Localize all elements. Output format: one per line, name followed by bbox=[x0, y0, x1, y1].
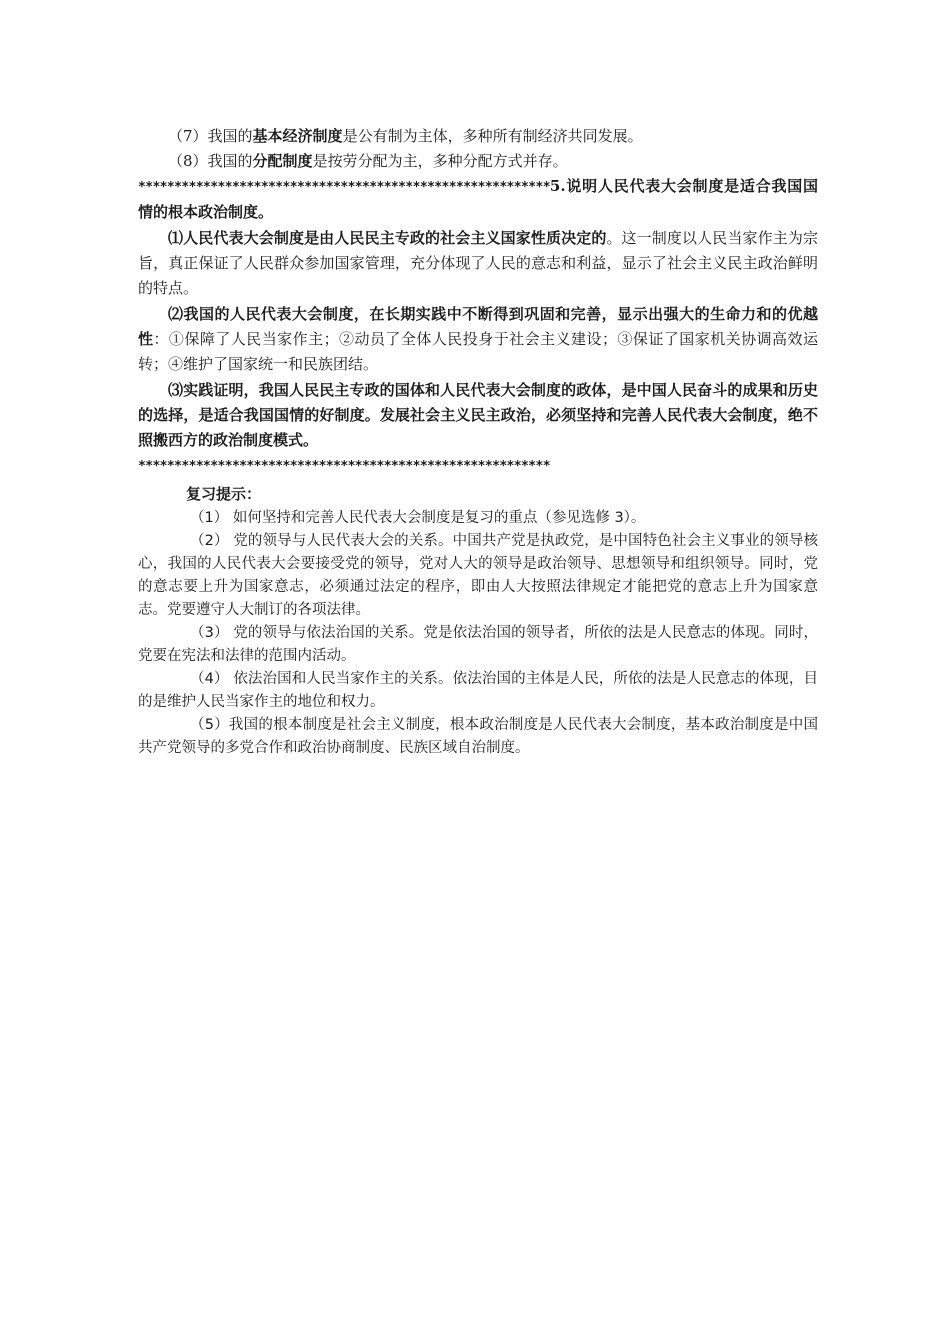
section-5-para-1 bbox=[138, 226, 818, 301]
para-2-body: ：①保障了人民当家作主；②动员了全体人民投身于社会主义建设；③保证了国家机关协调高效运转；④维护了国家统一和民族团结。 bbox=[138, 330, 818, 373]
divider-bottom-line bbox=[138, 453, 818, 479]
review-tip-1: （1） 如何坚持和完善人民代表大会制度是复习的重点（参见选修 3）。 bbox=[190, 510, 646, 526]
divider-top: ********************************************************* bbox=[138, 180, 550, 195]
document-page bbox=[138, 124, 818, 760]
review-title: 复习提示： bbox=[186, 485, 262, 503]
item-8 bbox=[138, 149, 818, 174]
review-tip-2: （2） 党的领导与人民代表大会的关系。中国共产党是执政党，是中国特色社会主义事业的领导核心，我国的人民代表大会要接受党的领导，党对人大的领导是政治领导、思想领导和组织领导。同时，党的意志要上升为国家意志，必须通过法定的程序，即由人大按照法律规定才能把党的意志上升为国家意志。党要遵守人大制订的各项法律。 bbox=[138, 533, 818, 618]
section-5-para-2 bbox=[138, 302, 818, 377]
review-tip-5: （5）我国的根本制度是社会主义制度，根本政治制度是人民代表大会制度，基本政治制度是中国共产党领导的多党合作和政治协商制度、民族区域自治制度。 bbox=[138, 717, 818, 756]
item-7-prefix: （7）我国的 bbox=[168, 127, 253, 145]
review-tip-3: （3） 党的领导与依法治国的关系。党是依法治国的领导者，所依的法是人民意志的体现。同时，党要在宪法和法律的范围内活动。 bbox=[138, 625, 818, 664]
section-5-heading: 5.说明人民代表大会制度是适合我国国情的根本政治制度。 bbox=[138, 177, 818, 221]
item-8-suffix: 是按劳分配为主，多种分配方式并存。 bbox=[312, 152, 568, 170]
para-2-lead: ⑵我国的人民代表大会制度，在长期实践中不断得到巩固和完善，显示出强大的生命力和的优越性 bbox=[138, 305, 818, 348]
section-5-para-3 bbox=[138, 378, 818, 453]
item-7-suffix: 是公有制为主体，多种所有制经济共同发展。 bbox=[342, 127, 643, 145]
item-7-term: 基本经济制度 bbox=[252, 127, 343, 145]
item-8-prefix: （8）我国的 bbox=[168, 152, 253, 170]
para-1-lead: ⑴人民代表大会制度是由人民民主专政的社会主义国家性质决定的 bbox=[168, 229, 607, 247]
para-1-body: 。这一制度以人民当家作主为宗旨，真正保证了人民群众参加国家管理，充分体现了人民的意志和利益，显示了社会主义民主政治鲜明的特点。 bbox=[138, 229, 818, 297]
review-tip-4: （4） 依法治国和人民当家作主的关系。依法治国的主体是人民，所依的法是人民意志的体现，目的是维护人民当家作主的地位和权力。 bbox=[138, 671, 818, 710]
divider-bottom: ********************************************************* bbox=[138, 459, 550, 474]
item-8-term: 分配制度 bbox=[252, 152, 313, 170]
para-3-text: ⑶实践证明，我国人民民主专政的国体和人民代表大会制度的政体，是中国人民奋斗的成果和历史的选择，是适合我国国情的好制度。发展社会主义民主政治，必须坚持和完善人民代表大会制度，绝不照搬西方的政治制度模式。 bbox=[138, 381, 818, 449]
section-5-heading-block bbox=[138, 174, 818, 225]
item-7 bbox=[138, 124, 818, 149]
